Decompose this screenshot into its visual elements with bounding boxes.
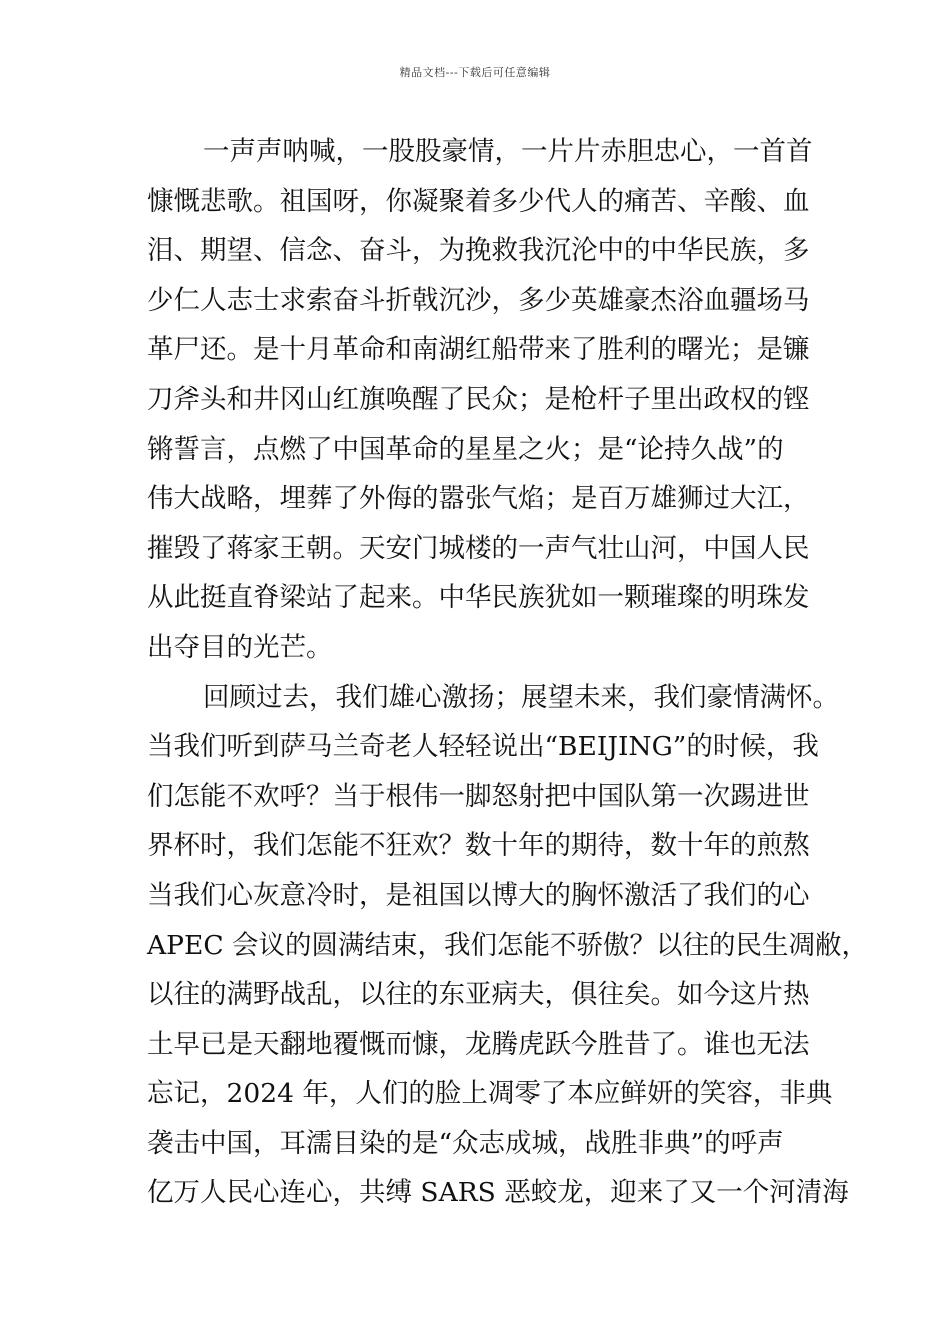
text-line: 亿万人民心连心，共缚 SARS 恶蛟龙，迎来了又一个河清海 xyxy=(147,1177,849,1209)
text-line: 慷慨悲歌。祖国呀，你凝聚着多少代人的痛苦、辛酸、血 xyxy=(147,185,810,217)
text-line: 界杯时，我们怎能不狂欢？数十年的期待，数十年的煎熬 xyxy=(147,830,810,862)
text-line: 当我们听到萨马兰奇老人轻轻说出“BEIJING”的时候，我 xyxy=(147,731,819,763)
text-line: 伟大战略，埋葬了外侮的嚣张气焰；是百万雄狮过大江， xyxy=(147,483,810,515)
text-line: 锵誓言，点燃了中国革命的星星之火；是“论持久战”的 xyxy=(147,433,784,465)
text-line: 出夺目的光芒。 xyxy=(147,631,333,663)
page-header: 精品文档---下载后可任意编辑 xyxy=(399,66,551,79)
text-line: 当我们心灰意冷时，是祖国以博大的胸怀激活了我们的心 xyxy=(147,879,810,911)
text-line: 袭击中国，耳濡目染的是“众志成城，战胜非典”的呼声 xyxy=(147,1127,784,1159)
text-line: 回顾过去，我们雄心激扬；展望未来，我们豪情满怀。 xyxy=(203,681,839,713)
text-line: 忘记，2024 年，人们的脸上凋零了本应鲜妍的笑容，非典 xyxy=(147,1078,833,1110)
text-line: 摧毁了蒋家王朝。天安门城楼的一声气壮山河，中国人民 xyxy=(147,532,810,564)
document-body xyxy=(147,127,869,1218)
text-line: 们怎能不欢呼？当于根伟一脚怒射把中国队第一次踢进世 xyxy=(147,780,810,812)
text-line: 革尸还。是十月革命和南湖红船带来了胜利的曙光；是镰 xyxy=(147,334,810,366)
text-line: 以往的满野战乱，以往的东亚病夫，俱往矣。如今这片热 xyxy=(147,979,810,1011)
text-line: 一声声呐喊，一股股豪情，一片片赤胆忠心，一首首 xyxy=(203,136,813,167)
text-line: 泪、期望、信念、奋斗，为挽救我沉沦中的中华民族，多 xyxy=(147,235,810,267)
text-line: 土早已是天翻地覆慨而慷，龙腾虎跃今胜昔了。谁也无法 xyxy=(147,1028,810,1060)
text-line: 从此挺直脊梁站了起来。中华民族犹如一颗璀璨的明珠发 xyxy=(147,582,810,614)
text-line: 少仁人志士求索奋斗折戟沉沙，多少英雄豪杰浴血疆场马 xyxy=(147,284,810,316)
text-line: APEC 会议的圆满结束，我们怎能不骄傲？以往的民生凋敝， xyxy=(147,929,869,961)
text-line: 刀斧头和井冈山红旗唤醒了民众；是枪杆子里出政权的铿 xyxy=(147,383,810,415)
